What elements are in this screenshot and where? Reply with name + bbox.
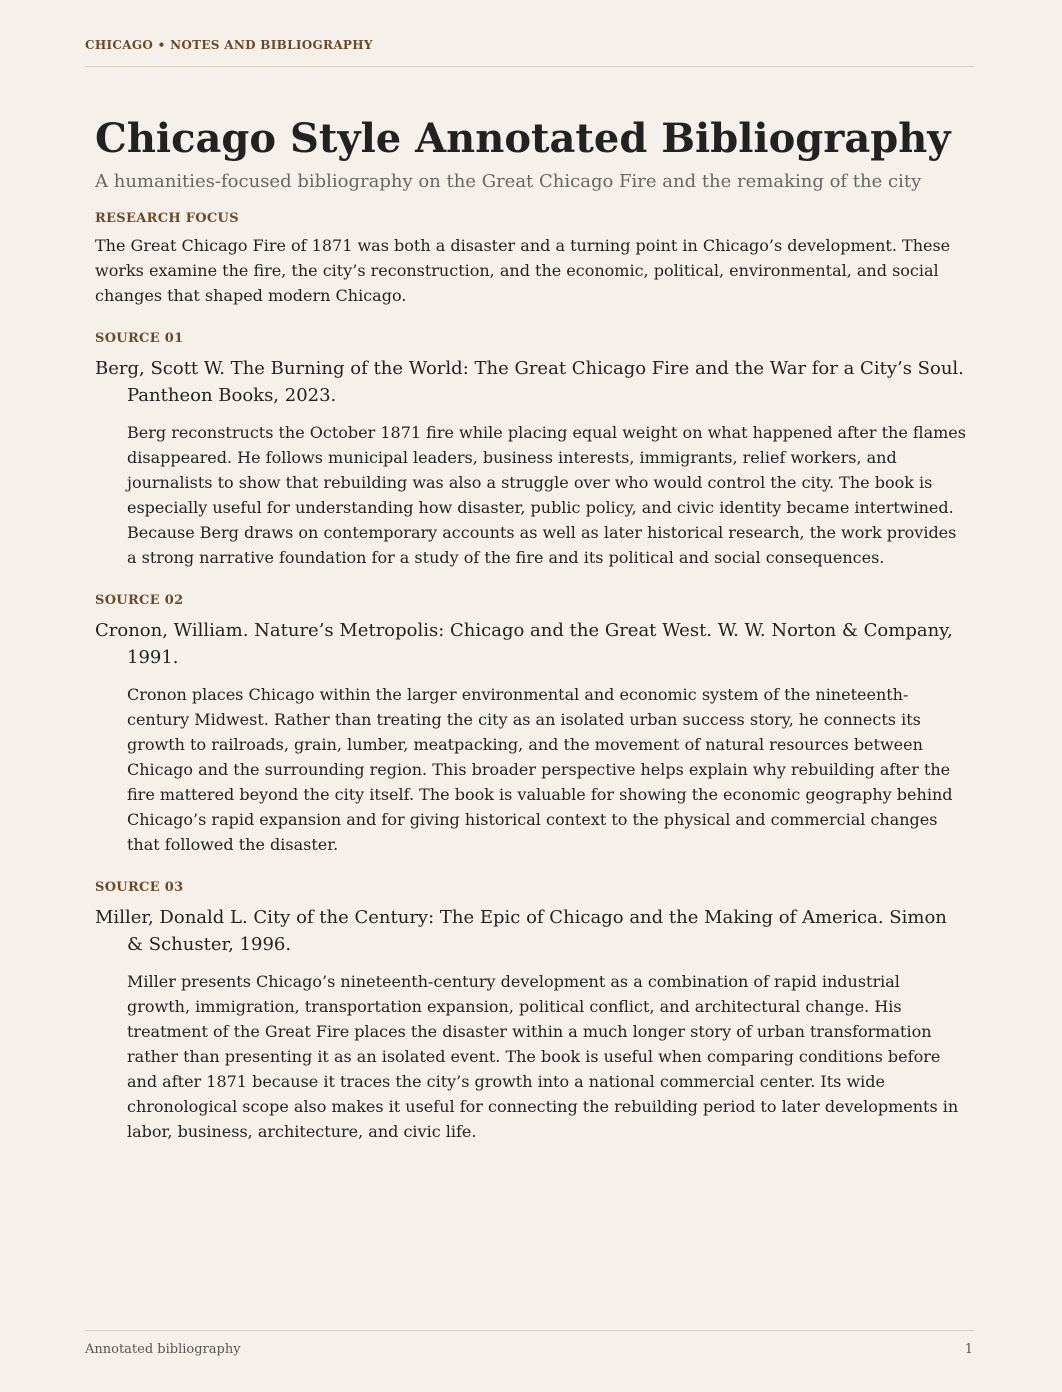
- source-annotation: Cronon places Chicago within the larger environmental and economic system of the nineteenth-century Midwest. Rather than treating the city as an isolated urban success story, he connects its growth to railroads, grain, lumber, meatpacking, and the movement of natural resources between Chicago and the surrounding region. This broader perspective helps explain why rebuilding after the fire mattered beyond the city itself. The book is valuable for showing the economic geography behind Chicago’s rapid expansion and for giving historical context to the physical and commercial changes that followed the disaster.: [127, 685, 953, 854]
- page-title: Chicago Style Annotated Bibliography: [95, 115, 951, 162]
- source-label: SOURCE 01: [95, 331, 184, 346]
- source-citation: Berg, Scott W. The Burning of the World: The Great Chicago Fire and the War for a City’s Soul. Pantheon Books, 2023.: [95, 358, 964, 406]
- footer-divider: [85, 1330, 974, 1331]
- running-head: CHICAGO • NOTES AND BIBLIOGRAPHY: [85, 38, 373, 52]
- research-focus-label: RESEARCH FOCUS: [95, 211, 239, 226]
- source-entry-3: [95, 880, 975, 1144]
- source-annotation: Berg reconstructs the October 1871 fire while placing equal weight on what happened after the flames disappeared. He follows municipal leaders, business interests, immigrants, relief workers, and journalists to show that rebuilding was also a struggle over who would control the city. The book is especially useful for understanding how disaster, public policy, and civic identity became intertwined. Because Berg draws on contemporary accounts as well as later historical research, the work provides a strong narrative foundation for a study of the fire and its political and social consequences.: [127, 423, 966, 567]
- research-focus-section: [95, 211, 975, 308]
- document-body: [95, 114, 975, 1144]
- source-citation: Cronon, William. Nature’s Metropolis: Chicago and the Great West. W. W. Norton & Company, 1991.: [95, 620, 953, 668]
- page-number: 1: [964, 1342, 973, 1357]
- source-label: SOURCE 03: [95, 880, 184, 895]
- research-focus-text: The Great Chicago Fire of 1871 was both a disaster and a turning point in Chicago’s development. These works examine the fire, the city’s reconstruction, and the economic, political, environmental, and social changes that shaped modern Chicago.: [95, 236, 951, 305]
- source-label: SOURCE 02: [95, 593, 184, 608]
- source-citation: Miller, Donald L. City of the Century: The Epic of Chicago and the Making of America. Simon & Schuster, 1996.: [95, 907, 947, 955]
- footer-label: Annotated bibliography: [85, 1342, 241, 1357]
- source-entry-2: [95, 593, 975, 857]
- header-divider: [85, 66, 974, 67]
- source-entry-1: [95, 331, 975, 570]
- page-subtitle: A humanities-focused bibliography on the Great Chicago Fire and the remaking of the city: [95, 171, 922, 192]
- source-annotation: Miller presents Chicago’s nineteenth-century development as a combination of rapid industrial growth, immigration, transportation expansion, political conflict, and architectural change. His treatment of the Great Fire places the disaster within a much longer story of urban transformation rather than presenting it as an isolated event. The book is useful when comparing conditions before and after 1871 because it traces the city’s growth into a national commercial center. Its wide chronological scope also makes it useful for connecting the rebuilding period to later developments in labor, business, architecture, and civic life.: [127, 972, 959, 1141]
